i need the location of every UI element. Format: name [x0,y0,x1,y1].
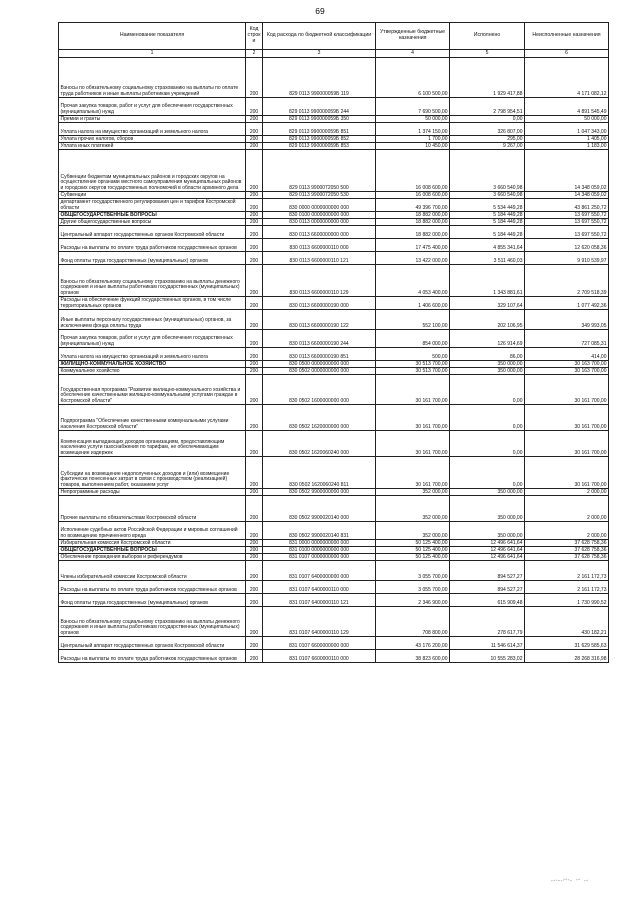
row-name: Взносы по обязательному социальному страхованию на выплаты по оплате труда работников и иные выплаты работникам учреждений [59,58,246,98]
table-row [59,431,609,457]
approved-amount: 7 690 500,00 [376,98,450,116]
unexecuted-amount: 4 171 082,12 [525,58,609,98]
budget-code: 829 0113 990000059Б 853 [263,143,376,150]
table-row [59,496,609,522]
executed-amount: 10 555 283,02 [450,650,525,663]
approved-amount: 16 008 600,00 [376,150,450,192]
budget-code: 830 0000 0000000000 000 [263,199,376,212]
budget-code: 831 0100 0000000000 000 [263,547,376,554]
approved-amount: 50 125 400,00 [376,540,450,547]
row-code: 200 [246,561,263,581]
column-index: 6 [525,50,609,58]
row-name: департамент государственного регулирования цен и тарифов Костромской области [59,199,246,212]
budget-code: 831 0107 6600000110 000 [263,650,376,663]
executed-amount: 2 798 954,51 [450,98,525,116]
table-row [59,650,609,663]
budget-code: 830 0113 6600000110 121 [263,252,376,265]
table-body [59,58,609,663]
row-code: 200 [246,98,263,116]
row-name: Расходы на выплаты по оплате труда работников государственных органов [59,650,246,663]
unexecuted-amount: 430 182,21 [525,607,609,637]
approved-amount: 17 475 400,00 [376,239,450,252]
unexecuted-amount: 1 183,00 [525,143,609,150]
budget-code: 830 0502 1620060240 000 [263,431,376,457]
budget-code: 831 0107 6400000110 000 [263,581,376,594]
executed-amount: 86,00 [450,348,525,361]
table-row [59,310,609,330]
budget-code: 831 0107 6400000000 000 [263,561,376,581]
unexecuted-amount: 349 993,05 [525,310,609,330]
unexecuted-amount: 37 628 758,36 [525,547,609,554]
unexecuted-amount: 30 163 700,00 [525,361,609,368]
budget-code: 831 0107 6600000000 000 [263,637,376,650]
executed-amount: 350 000,00 [450,361,525,368]
row-code: 200 [246,58,263,98]
approved-amount: 10 450,00 [376,143,450,150]
unexecuted-amount: 31 629 585,63 [525,637,609,650]
budget-code: 831 0000 0000000000 000 [263,540,376,547]
row-name: Субсидии на возмещение недополученных доходов и (или) возмещение фактически понесенных затрат в связи с производством (реализацией) товаров, выполнением работ, оказанием услуг [59,457,246,489]
approved-amount: 50 125 400,00 [376,547,450,554]
executed-amount: 4 855 341,64 [450,239,525,252]
approved-amount: 854 000,00 [376,330,450,348]
row-code: 200 [246,650,263,663]
row-code: 200 [246,252,263,265]
row-code: 200 [246,496,263,522]
table-row [59,330,609,348]
row-code: 200 [246,212,263,219]
unexecuted-amount: 2 709 518,39 [525,265,609,297]
row-name: Центральный аппарат государственных органов Костромской области [59,226,246,239]
row-code: 200 [246,219,263,226]
row-code: 200 [246,265,263,297]
row-code: 200 [246,192,263,199]
executed-amount: 329 107,64 [450,297,525,310]
budget-execution-table [58,22,609,663]
unexecuted-amount: 28 268 316,98 [525,650,609,663]
row-code: 200 [246,116,263,123]
approved-amount: 50 125 400,00 [376,554,450,561]
row-code: 200 [246,239,263,252]
executed-amount: 1 929 417,88 [450,58,525,98]
row-name: Взносы по обязательному социальному страхованию на выплаты денежного содержания и иные выплаты работникам государственных (муниципальных) органов [59,265,246,297]
executed-amount: 12 496 641,64 [450,540,525,547]
column-index: 2 [246,50,263,58]
row-name: ЖИЛИЩНО-КОММУНАЛЬНОЕ ХОЗЯЙСТВО [59,361,246,368]
budget-code: 830 0502 9900020140 831 [263,522,376,540]
approved-amount: 552 100,00 [376,310,450,330]
unexecuted-amount: 1 077 492,36 [525,297,609,310]
row-code: 200 [246,431,263,457]
row-code: 200 [246,581,263,594]
executed-amount: 5 184 449,28 [450,219,525,226]
approved-amount: 3 055 700,00 [376,581,450,594]
unexecuted-amount: 14 348 059,02 [525,150,609,192]
table-row [59,150,609,192]
budget-code: 829 0113 990000059Б 244 [263,98,376,116]
row-name: Уплата налога на имущество организаций и земельного налога [59,123,246,136]
row-name: Прочие выплаты по обязательствам Костромской области [59,496,246,522]
table-row [59,375,609,405]
table-row [59,297,609,310]
row-name: ОБЩЕГОСУДАРСТВЕННЫЕ ВОПРОСЫ [59,212,246,219]
unexecuted-amount: 30 161 700,00 [525,431,609,457]
row-code: 200 [246,489,263,496]
row-code: 200 [246,540,263,547]
budget-code: 831 0107 6400000110 121 [263,594,376,607]
executed-amount: 326 807,00 [450,123,525,136]
executed-amount: 9 267,00 [450,143,525,150]
unexecuted-amount: 14 348 059,02 [525,192,609,199]
approved-amount: 30 161 700,00 [376,457,450,489]
table-row [59,607,609,637]
executed-amount: 126 914,69 [450,330,525,348]
row-name: Уплата налога на имущество организаций и земельного налога [59,348,246,361]
row-name: Члены избирательной комиссии Костромской области [59,561,246,581]
budget-code: 829 0113 990000059Б 852 [263,136,376,143]
unexecuted-amount: 414,00 [525,348,609,361]
row-code: 200 [246,226,263,239]
unexecuted-amount: 43 861 250,72 [525,199,609,212]
table-row [59,136,609,143]
row-name: Исполнение судебных актов Российской Федерации и мировых соглашений по возмещению причиненного вреда [59,522,246,540]
budget-code: 830 0502 1620060240 811 [263,457,376,489]
row-name: Прочая закупка товаров, работ и услуг для обеспечения государственных (муниципальных) нужд [59,330,246,348]
row-code: 200 [246,594,263,607]
row-name: Фонд оплаты труда государственных (муниципальных) органов [59,252,246,265]
table-row [59,457,609,489]
row-code: 200 [246,330,263,348]
approved-amount: 708 800,00 [376,607,450,637]
header-name: Наименование показателя [59,23,246,50]
table-row [59,199,609,212]
table-row [59,489,609,496]
header-budget-code: Код расхода по бюджетной классификации [263,23,376,50]
unexecuted-amount: 2 161 172,73 [525,561,609,581]
executed-amount: 1 343 881,61 [450,265,525,297]
approved-amount: 1 374 150,00 [376,123,450,136]
budget-code: 829 0113 990000059Б 350 [263,116,376,123]
approved-amount: 13 422 000,00 [376,252,450,265]
row-code: 200 [246,554,263,561]
approved-amount: 38 823 600,00 [376,650,450,663]
budget-code: 830 0113 6600000000 000 [263,226,376,239]
row-code: 200 [246,136,263,143]
unexecuted-amount: 37 628 758,36 [525,540,609,547]
executed-amount: 295,00 [450,136,525,143]
row-code: 200 [246,143,263,150]
approved-amount: 30 513 700,00 [376,368,450,375]
table-row [59,540,609,547]
approved-amount: 30 161 700,00 [376,431,450,457]
table-row [59,98,609,116]
table-row [59,212,609,219]
row-name: ОБЩЕГОСУДАРСТВЕННЫЕ ВОПРОСЫ [59,547,246,554]
column-index-row [59,50,609,58]
table-row [59,239,609,252]
approved-amount: 3 055 700,00 [376,561,450,581]
row-name: Компенсация выпадающих доходов организациям, предоставляющим населению услуги газоснабжения по тарифам, не обеспечивающим возмещение издержек [59,431,246,457]
unexecuted-amount: 2 161 172,73 [525,581,609,594]
row-code: 200 [246,607,263,637]
column-index: 3 [263,50,376,58]
unexecuted-amount: 13 697 550,72 [525,219,609,226]
executed-amount: 12 496 641,64 [450,554,525,561]
executed-amount: 12 496 641,64 [450,547,525,554]
table-row [59,594,609,607]
row-code: 200 [246,348,263,361]
row-name: Коммунальное хозяйство [59,368,246,375]
budget-code: 831 0107 0000000000 000 [263,554,376,561]
executed-amount: 0,00 [450,405,525,431]
executed-amount: 278 617,79 [450,607,525,637]
table-row [59,522,609,540]
executed-amount: 0,00 [450,457,525,489]
executed-amount: 350 000,00 [450,496,525,522]
executed-amount: 894 527,27 [450,581,525,594]
unexecuted-amount: 1 730 990,52 [525,594,609,607]
budget-code: 830 0502 9900020140 000 [263,496,376,522]
approved-amount: 18 882 000,00 [376,212,450,219]
header-unexecuted: Неисполненные назначения [525,23,609,50]
table-row [59,581,609,594]
budget-code: 830 0100 0000000000 000 [263,212,376,219]
approved-amount: 352 000,00 [376,522,450,540]
unexecuted-amount: 30 163 700,00 [525,368,609,375]
table-row [59,58,609,98]
row-code: 200 [246,405,263,431]
executed-amount: 5 184 449,28 [450,212,525,219]
unexecuted-amount: 1 405,00 [525,136,609,143]
row-name: Расходы на выплаты по оплате труда работников государственных органов [59,581,246,594]
table-row [59,368,609,375]
approved-amount: 4 053 400,00 [376,265,450,297]
row-code: 200 [246,547,263,554]
row-name: Субвенции [59,192,246,199]
row-code: 200 [246,361,263,368]
approved-amount: 50 000,00 [376,116,450,123]
header-approved: Утвержденные бюджетные назначения [376,23,450,50]
row-name: Другие общегосударственные вопросы [59,219,246,226]
approved-amount: 43 176 200,00 [376,637,450,650]
budget-code: 830 0500 0000000000 000 [263,361,376,368]
column-index: 5 [450,50,525,58]
table-row [59,143,609,150]
executed-amount: 5 534 449,28 [450,199,525,212]
row-name: Фонд оплаты труда государственных (муниципальных) органов [59,594,246,607]
unexecuted-amount: 2 000,00 [525,489,609,496]
approved-amount: 18 882 000,00 [376,219,450,226]
row-code: 200 [246,637,263,650]
budget-code: 830 0502 9900000000 000 [263,489,376,496]
row-name: Подпрограмма "Обеспечение качественными коммунальными услугами населения Костромской области" [59,405,246,431]
approved-amount: 500,00 [376,348,450,361]
row-code: 200 [246,297,263,310]
unexecuted-amount: 727 085,31 [525,330,609,348]
table-row [59,637,609,650]
budget-code: 830 0113 0000000000 000 [263,219,376,226]
table-row [59,265,609,297]
budget-code: 829 0113 990000059Б 119 [263,58,376,98]
row-name: Уплата прочих налогов, сборов [59,136,246,143]
table-row [59,226,609,239]
table-row [59,219,609,226]
approved-amount: 30 513 700,00 [376,361,450,368]
budget-code: 830 0113 6600000190 851 [263,348,376,361]
row-name: Центральный аппарат государственных органов Костромской области [59,637,246,650]
budget-code: 829 0113 9900072050 500 [263,150,376,192]
budget-code: 831 0107 6400000110 129 [263,607,376,637]
unexecuted-amount: 30 161 700,00 [525,405,609,431]
executed-amount: 615 909,48 [450,594,525,607]
row-code: 200 [246,457,263,489]
table-row [59,116,609,123]
unexecuted-amount: 4 891 545,49 [525,98,609,116]
table-row [59,348,609,361]
unexecuted-amount: 30 161 700,00 [525,375,609,405]
executed-amount: 350 000,00 [450,522,525,540]
unexecuted-amount: 13 697 550,72 [525,212,609,219]
column-index: 1 [59,50,246,58]
executed-amount: 5 184 449,28 [450,226,525,239]
budget-code: 830 0502 1600000000 000 [263,375,376,405]
table-row [59,361,609,368]
row-code: 200 [246,522,263,540]
approved-amount: 30 161 700,00 [376,405,450,431]
table-row [59,192,609,199]
row-name: Государственная программа "Развитие жилищно-коммунального хозяйства и обеспечение качественными жилищно-коммунальными услугами граждан в Костромской области" [59,375,246,405]
row-name: Премии и гранты [59,116,246,123]
unexecuted-amount: 30 161 700,00 [525,457,609,489]
budget-code: 830 0113 6600000190 122 [263,310,376,330]
row-name: Прочая закупка товаров, работ и услуг для обеспечения государственных (муниципальных) нужд [59,98,246,116]
table-row [59,554,609,561]
executed-amount: 0,00 [450,431,525,457]
executed-amount: 0,00 [450,375,525,405]
unexecuted-amount: 12 620 058,36 [525,239,609,252]
approved-amount: 1 406 600,00 [376,297,450,310]
executed-amount: 3 660 540,98 [450,150,525,192]
executed-amount: 3 511 460,03 [450,252,525,265]
unexecuted-amount: 50 000,00 [525,116,609,123]
approved-amount: 352 000,00 [376,489,450,496]
unexecuted-amount: 37 628 758,36 [525,554,609,561]
row-name: Расходы на обеспечение функций государственных органов, в том числе территориальных органов [59,297,246,310]
budget-code: 830 0113 6600000110 000 [263,239,376,252]
unexecuted-amount: 2 000,00 [525,496,609,522]
column-index: 4 [376,50,450,58]
row-name: Непрограммные расходы [59,489,246,496]
row-code: 200 [246,123,263,136]
approved-amount: 2 346 900,00 [376,594,450,607]
approved-amount: 6 100 500,00 [376,58,450,98]
executed-amount: 350 000,00 [450,368,525,375]
unexecuted-amount: 13 697 550,72 [525,226,609,239]
table-row [59,252,609,265]
table-row [59,123,609,136]
unexecuted-amount: 2 000,00 [525,522,609,540]
approved-amount: 352 000,00 [376,496,450,522]
table-row [59,405,609,431]
row-name: Избирательная комиссия Костромской области [59,540,246,547]
row-code: 200 [246,310,263,330]
budget-code: 830 0113 6600000190 000 [263,297,376,310]
approved-amount: 18 882 000,00 [376,226,450,239]
row-name: Расходы на выплаты по оплате труда работников государственных органов [59,239,246,252]
row-code: 200 [246,375,263,405]
budget-code: 830 0113 6600000110 129 [263,265,376,297]
executed-amount: 894 527,27 [450,561,525,581]
executed-amount: 11 546 614,37 [450,637,525,650]
unexecuted-amount: 1 047 343,00 [525,123,609,136]
row-code: 200 [246,368,263,375]
row-code: 200 [246,150,263,192]
header-executed: Исполнено [450,23,525,50]
budget-code: 829 0113 990000059Б 851 [263,123,376,136]
executed-amount: 0,00 [450,116,525,123]
approved-amount: 49 396 700,00 [376,199,450,212]
executed-amount: 202 106,95 [450,310,525,330]
page-number: 69 [315,6,325,16]
executed-amount: 350 000,00 [450,489,525,496]
row-code: 200 [246,199,263,212]
approved-amount: 1 700,00 [376,136,450,143]
table-header-row [59,23,609,50]
row-name: Иные выплаты персоналу государственных (муниципальных) органов, за исключением фонда оплаты труда [59,310,246,330]
unexecuted-amount: 9 910 539,97 [525,252,609,265]
table-row [59,547,609,554]
header-row-code: Код строк и [246,23,263,50]
table-row [59,561,609,581]
approved-amount: 30 161 700,00 [376,375,450,405]
executed-amount: 3 660 540,98 [450,192,525,199]
budget-code: 830 0113 6600000190 244 [263,330,376,348]
row-name: Обеспечение проведения выборов и референдумов [59,554,246,561]
budget-code: 830 0502 1620000000 000 [263,405,376,431]
row-name: Уплата иных платежей [59,143,246,150]
budget-code: 830 0502 0000000000 000 [263,368,376,375]
approved-amount: 16 008 600,00 [376,192,450,199]
row-name: Взносы по обязательному социальному страхованию на выплаты денежного содержания и иные выплаты работникам государственных (муниципальных) органов [59,607,246,637]
row-name: Субвенции бюджетам муниципальных районов и городских округов на осуществление органами местного самоуправления муниципальных районов и городских округов государственных полномочий в области архивного дела [59,150,246,192]
handwritten-mark [550,875,590,883]
budget-code: 829 0113 9900072050 530 [263,192,376,199]
